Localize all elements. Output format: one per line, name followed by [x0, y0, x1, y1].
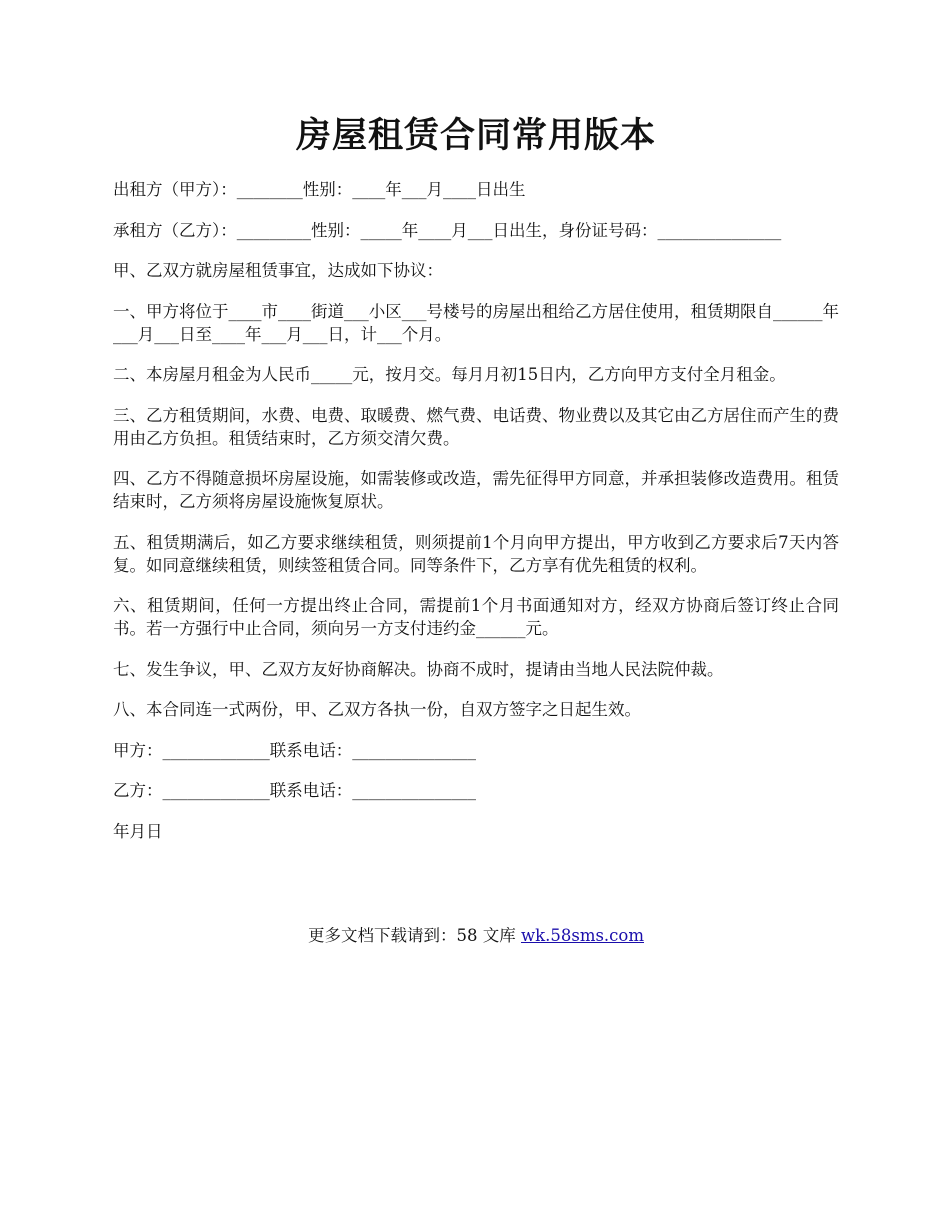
- date-line: 年月日: [113, 821, 163, 841]
- agreement-intro: 甲、乙双方就房屋租赁事宜，达成如下协议：: [113, 261, 443, 280]
- clause-7: 七、发生争议，甲、乙双方友好协商解决。协商不成时，提请由当地人民法院仲裁。: [113, 659, 724, 679]
- party-b-signature: 乙方：_____________联系电话：_______________: [113, 781, 476, 800]
- clause-2: 二、本房屋月租金为人民币_____元，按月交。每月月初15日内，乙方向甲方支付全月租金。: [113, 365, 786, 384]
- footer: [113, 924, 839, 947]
- lessee-line: 承租方（乙方）：_________性别：_____年____月___日出生，身份证号码：_______________: [113, 220, 782, 240]
- clause-4: 四、乙方不得随意损坏房屋设施，如需装修或改造，需先征得甲方同意，并承担装修改造费用。租赁结束时，乙方须将房屋设施恢复原状。: [113, 469, 839, 511]
- document-title: 房屋租赁合同常用版本: [295, 115, 656, 156]
- clause-1: 一、甲方将位于____市____街道___小区___号楼号的房屋出租给乙方居住使用，租赁期限自______年___月___日至____年___月___日，计___个月。: [113, 301, 839, 344]
- clause-8: 八、本合同连一式两份，甲、乙双方各执一份，自双方签字之日起生效。: [113, 700, 641, 719]
- lessor-line: 出租方（甲方）：________性别：____年___月____日出生: [113, 180, 526, 199]
- document-body: [113, 178, 839, 860]
- footer-text: 更多文档下载请到：58 文库: [307, 926, 521, 945]
- clause-6: 六、租赁期间，任何一方提出终止合同，需提前1个月书面通知对方，经双方协商后签订终止合同书。若一方强行中止合同，须向另一方支付违约金______元。: [113, 596, 839, 638]
- footer-link[interactable]: wk.58sms.com: [520, 926, 644, 945]
- clause-3: 三、乙方租赁期间，水费、电费、取暖费、燃气费、电话费、物业费以及其它由乙方居住而产生的费用由乙方负担。租赁结束时，乙方须交清欠费。: [113, 405, 839, 448]
- party-a-signature: 甲方：_____________联系电话：_______________: [113, 740, 476, 760]
- clause-5: 五、租赁期满后，如乙方要求继续租赁，则须提前1个月向甲方提出，甲方收到乙方要求后7天内答复。如同意继续租赁，则续签租赁合同。同等条件下，乙方享有优先租赁的权利。: [113, 532, 839, 575]
